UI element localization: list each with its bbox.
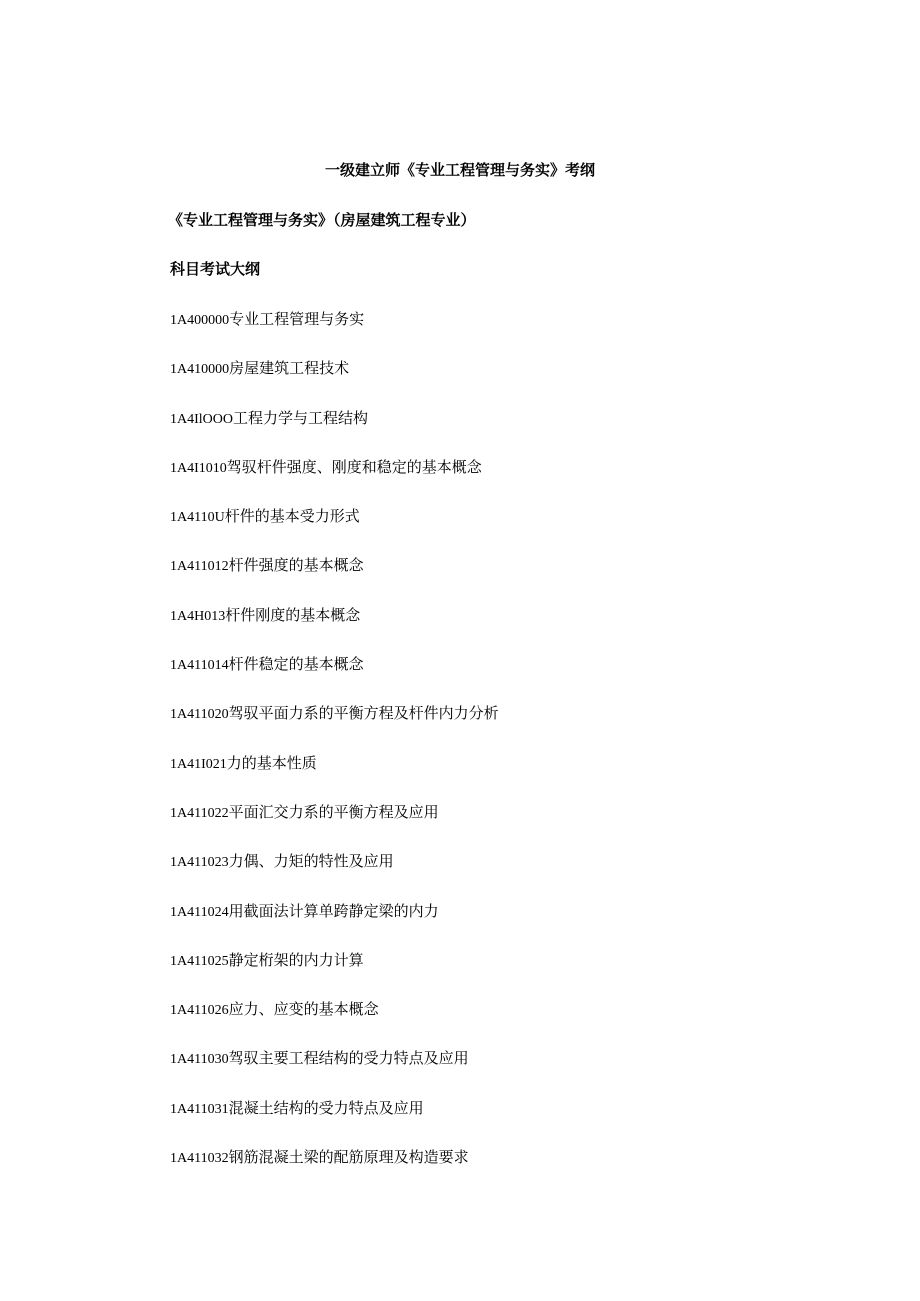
outline-text: 钢筋混凝土梁的配筋原理及构造要求 [228,1148,469,1167]
outline-code: 1A411014 [170,658,229,674]
outline-text: 驾驭杆件强度、刚度和稳定的基本概念 [226,457,482,476]
outline-text: 平面汇交力系的平衡方程及应用 [228,802,439,821]
outline-text: 杆件的基本受力形式 [224,507,360,526]
outline-item [170,654,499,703]
outline-code: 1A411020 [170,707,229,723]
outline-text: 工程力学与工程结构 [233,408,369,427]
outline-item [170,1048,499,1097]
outline-text: 驾驭主要工程结构的受力特点及应用 [228,1049,469,1068]
outline-code: 1A411024 [170,904,229,920]
outline-code: 1A411025 [170,953,229,969]
outline-text: 杆件强度的基本概念 [228,556,364,575]
outline-code: 1A410000 [170,362,230,378]
outline-code: 1A41I021 [170,756,227,772]
outline-item [170,950,499,999]
outline-item [170,999,499,1048]
outline-item [170,802,499,851]
outline-text: 静定桁架的内力计算 [228,950,364,969]
outline-text: 驾驭平面力系的平衡方程及杆件内力分析 [228,704,499,723]
outline-item [170,309,499,358]
outline-text: 杆件稳定的基本概念 [228,655,364,674]
outline-code: 1A4I1010 [170,460,227,476]
outline-text: 房屋建筑工程技术 [229,359,350,378]
outline-text: 应力、应变的基本概念 [228,1000,379,1019]
outline-text: 用截面法计算单跨静定梁的内力 [228,901,439,920]
outline-item [170,1098,499,1147]
section-heading: 科目考试大纲 [170,260,261,278]
outline-code: 1A4110U [170,510,225,526]
syllabus-outline [170,309,499,1196]
document-subtitle: 《专业工程管理与务实》（房屋建筑工程专业） [168,211,476,229]
outline-code: 1A411023 [170,855,229,871]
outline-item [170,901,499,950]
outline-code: 1A400000 [170,313,230,328]
outline-text: 专业工程管理与务实 [229,310,365,328]
outline-item [170,703,499,752]
outline-text: 混凝土结构的受力特点及应用 [228,1098,424,1117]
outline-item [170,1147,499,1196]
outline-code: 1A411032 [170,1151,229,1167]
outline-item [170,851,499,900]
outline-text: 杆件刚度的基本概念 [225,605,361,624]
outline-item [170,358,499,407]
outline-code: 1A4H013 [170,608,226,624]
outline-text: 力偶、力矩的特性及应用 [228,852,394,871]
document-title: 一级建立师《专业工程管理与务实》考纲 [324,161,595,179]
outline-item [170,753,499,802]
outline-code: 1A4IlOOO [170,411,233,427]
outline-item [170,506,499,555]
outline-item [170,457,499,506]
outline-text: 力的基本性质 [226,753,317,772]
outline-code: 1A411031 [170,1101,229,1117]
outline-code: 1A411012 [170,559,229,575]
outline-item [170,408,499,457]
outline-code: 1A411022 [170,805,229,821]
outline-code: 1A411030 [170,1052,229,1068]
outline-item [170,605,499,654]
outline-item [170,555,499,604]
outline-code: 1A411026 [170,1003,229,1019]
